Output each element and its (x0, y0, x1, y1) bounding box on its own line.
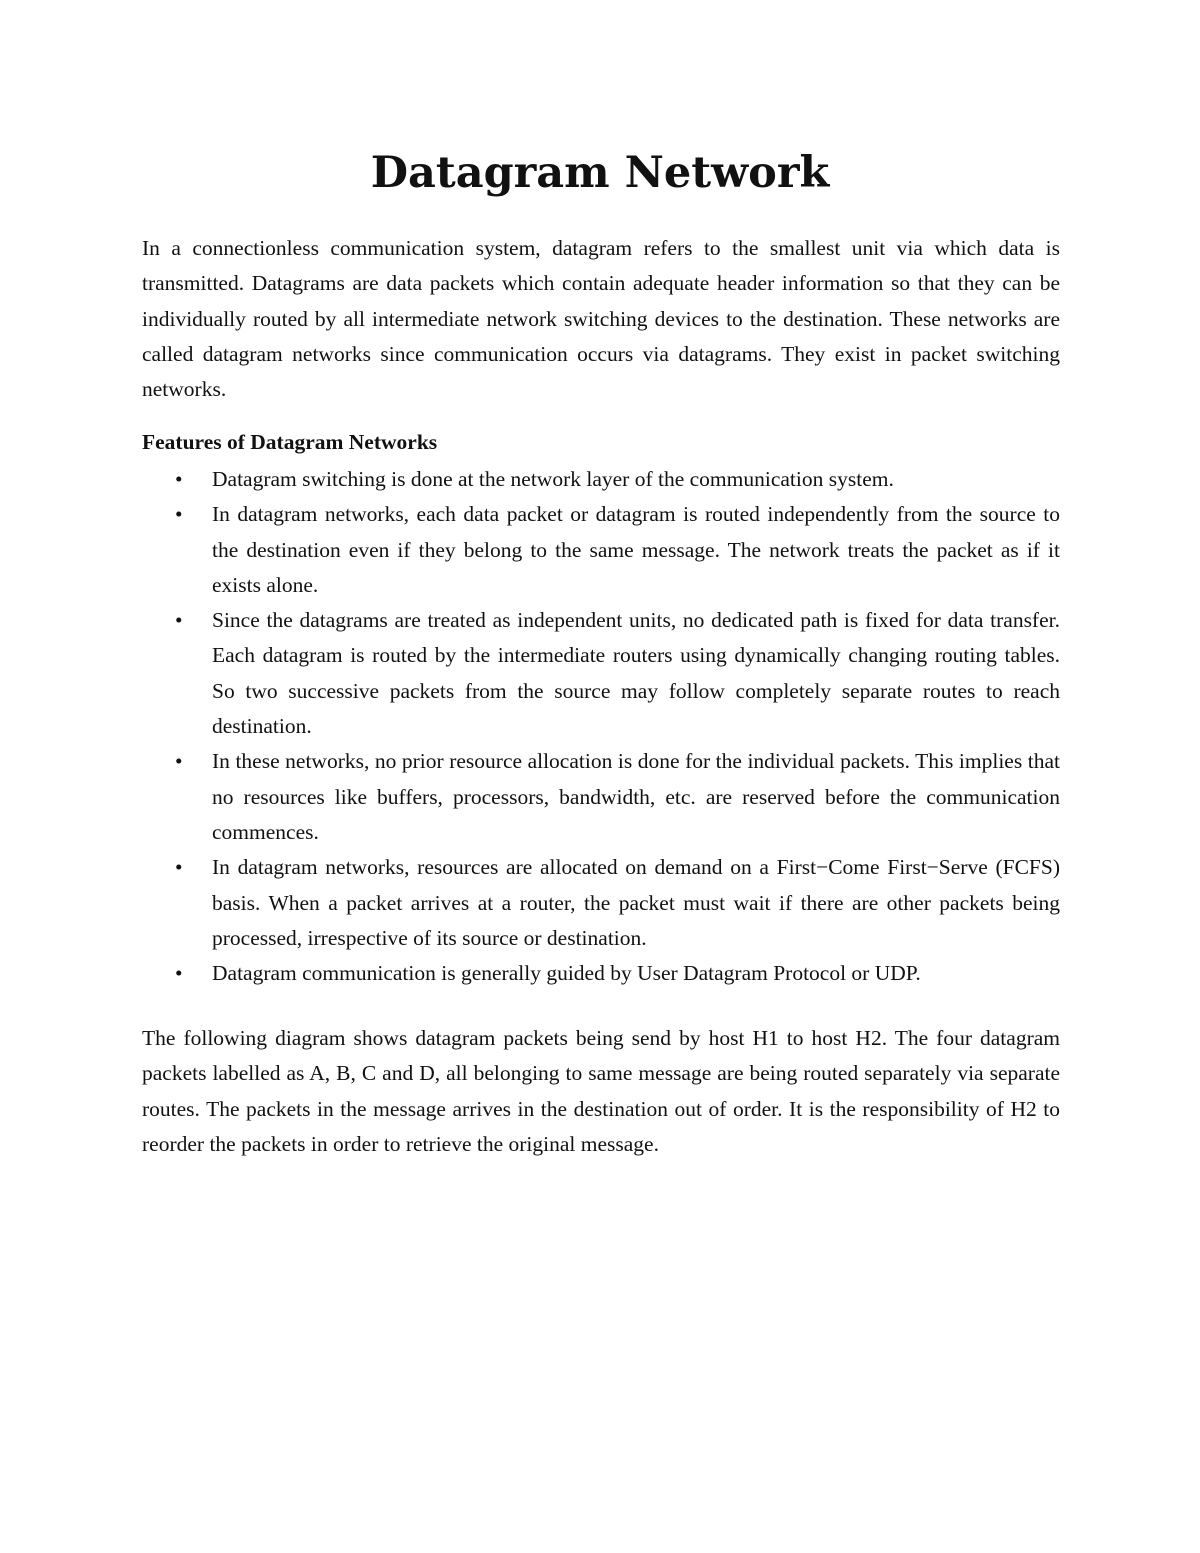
feature-item-3 (142, 603, 1060, 744)
feature-item-1 (142, 462, 1060, 497)
features-list (142, 462, 1060, 991)
feature-text: In these networks, no prior resource allocation is done for the individual packets. This implies that no resources like buffers, processors, bandwidth, etc. are reserved before the communication commences. (212, 749, 1060, 844)
bullet-icon: • (175, 467, 183, 491)
feature-text: Since the datagrams are treated as independent units, no dedicated path is fixed for data transfer. Each datagram is routed by the intermediate routers using dynamically changing routing tables. So two successive packets from the source may follow completely separate routes to reach destination. (212, 608, 1060, 739)
intro-paragraph: In a connectionless communication system, datagram refers to the smallest unit via which data is transmitted. Datagrams are data packets which contain adequate header information so that they can be individually routed by all intermediate network switching devices to the destination. These networks are called datagram networks since communication occurs via datagrams. They exist in packet switching networks. (142, 236, 1060, 402)
feature-item-4 (142, 744, 1060, 850)
feature-text: Datagram communication is generally guided by User Datagram Protocol or UDP. (212, 961, 921, 986)
feature-item-6 (142, 956, 1060, 991)
feature-text: In datagram networks, each data packet or datagram is routed independently from the source to the destination even if they belong to the same message. The network treats the packet as if it exists alone. (212, 502, 1060, 597)
feature-item-5 (142, 850, 1060, 956)
bullet-icon: • (175, 961, 183, 986)
features-heading: Features of Datagram Networks (142, 430, 438, 454)
bullet-icon: • (175, 749, 183, 774)
bullet-icon: • (175, 855, 183, 880)
feature-text: Datagram switching is done at the network layer of the communication system. (212, 467, 894, 491)
feature-item-2 (142, 497, 1060, 603)
page-title: Datagram Network (370, 148, 830, 198)
bullet-icon: • (175, 608, 183, 633)
feature-text: In datagram networks, resources are allocated on demand on a First−Come First−Serve (FCFS) basis. When a packet arrives at a router, the packet must wait if there are other packets being processed, irrespective of its source or destination. (212, 855, 1060, 950)
bullet-icon: • (175, 502, 183, 527)
diagram-paragraph: The following diagram shows datagram packets being send by host H1 to host H2. The four datagram packets labelled as A, B, C and D, all belonging to same message are being routed separately via separate routes. The packets in the message arrives in the destination out of order. It is the responsibility of H2 to reorder the packets in order to retrieve the original message. (142, 1026, 1060, 1156)
